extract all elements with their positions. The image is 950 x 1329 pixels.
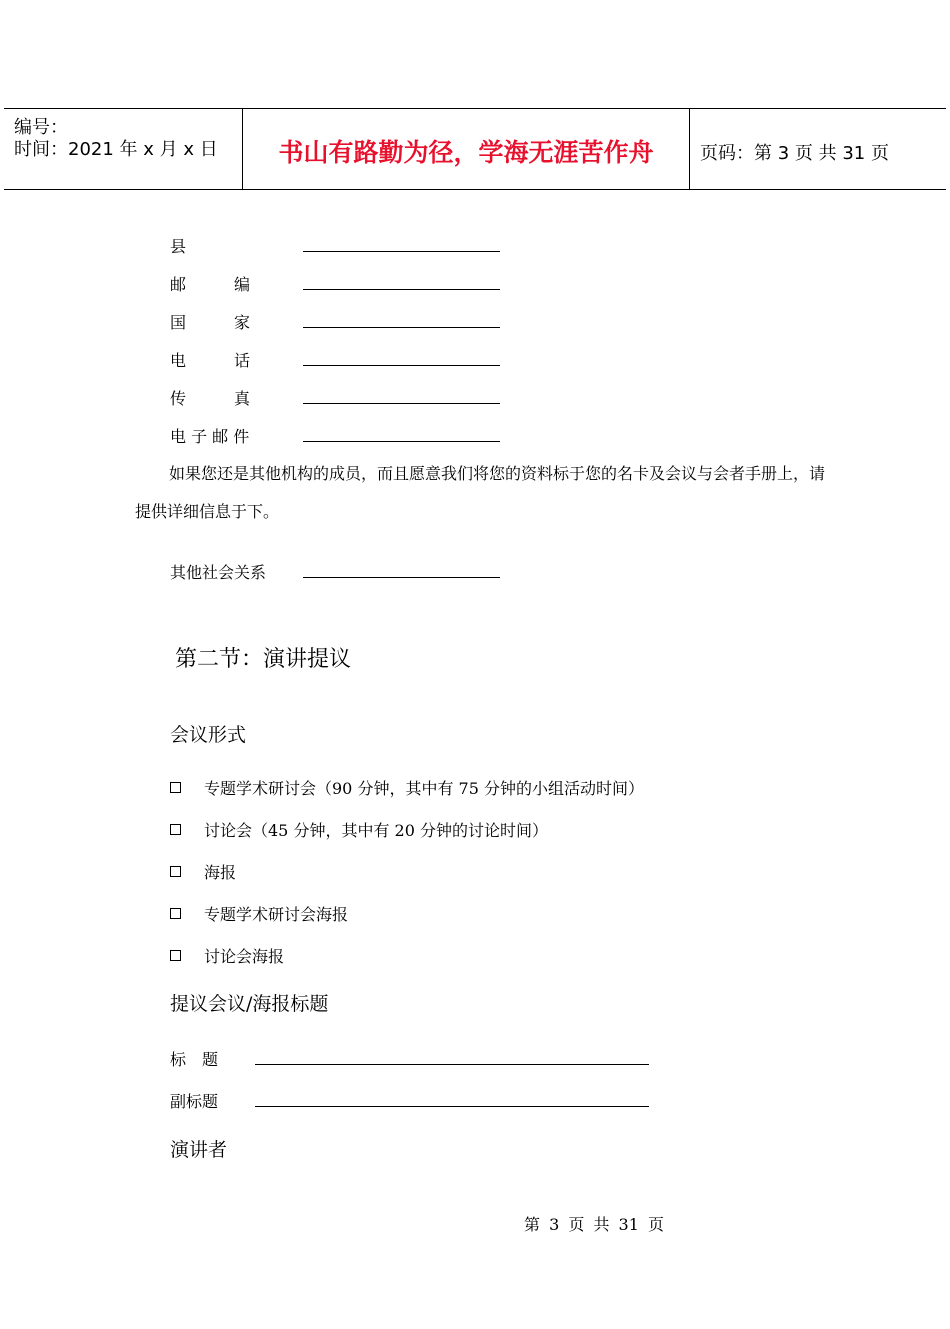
checkbox-icon[interactable]	[170, 782, 181, 793]
document-number-label: 编号：	[14, 117, 68, 138]
header-right-cell	[690, 109, 946, 189]
speaker-heading: 演讲者	[170, 1139, 228, 1161]
format-option-label: 专题学术研讨会海报	[204, 905, 349, 924]
form-label-fax: 传 真	[170, 389, 251, 408]
form-label-postcode: 邮 编	[170, 275, 251, 294]
form-line-email[interactable]	[303, 441, 500, 442]
form-row-email	[170, 424, 510, 448]
form-line-phone[interactable]	[303, 365, 500, 366]
form-label-country: 国 家	[170, 313, 251, 332]
format-option-label: 海报	[204, 863, 237, 882]
document-time-label: 时间：2021 年 x 月 x 日	[14, 139, 218, 160]
format-heading: 会议形式	[170, 724, 247, 746]
checkbox-icon[interactable]	[170, 950, 181, 961]
header-page-info: 页码：第 3 页 共 31 页	[700, 143, 889, 164]
form-row-title	[170, 1047, 660, 1071]
form-row-subtitle	[170, 1089, 660, 1113]
membership-paragraph	[135, 455, 835, 531]
header-middle-cell	[243, 109, 690, 189]
form-label-phone: 电 话	[170, 351, 251, 370]
form-row-postcode	[170, 272, 510, 296]
form-label-subtitle: 副标题	[170, 1092, 219, 1111]
form-line-county[interactable]	[303, 251, 500, 252]
section-title: 第二节：演讲提议	[175, 647, 352, 672]
header-left-cell	[4, 109, 243, 189]
format-option-label: 讨论会（45 分钟，其中有 20 分钟的讨论时间）	[204, 821, 548, 840]
header-motto: 书山有路勤为径，学海无涯苦作舟	[278, 138, 654, 167]
checkbox-icon[interactable]	[170, 866, 181, 877]
form-label-title: 标 题	[170, 1050, 219, 1069]
form-line-other-relation[interactable]	[303, 577, 500, 578]
membership-paragraph-text: 如果您还是其他机构的成员，而且愿意我们将您的资料标于您的名卡及会议与会者手册上，请提供详细信息于下。	[135, 464, 826, 521]
form-row-fax	[170, 386, 510, 410]
page-header	[4, 108, 946, 190]
form-line-country[interactable]	[303, 327, 500, 328]
form-line-title[interactable]	[255, 1064, 649, 1065]
form-line-fax[interactable]	[303, 403, 500, 404]
form-line-subtitle[interactable]	[255, 1106, 649, 1107]
form-row-county	[170, 234, 510, 258]
form-row-country	[170, 310, 510, 334]
form-label-email: 电 子 邮 件	[170, 427, 250, 446]
form-row-other-relation	[170, 560, 510, 584]
page-footer: 第 3 页 共 31 页	[524, 1215, 664, 1234]
form-label-county: 县	[170, 237, 187, 256]
form-label-other-relation: 其他社会关系	[170, 563, 267, 582]
format-option-label: 专题学术研讨会（90 分钟，其中有 75 分钟的小组活动时间）	[204, 779, 644, 798]
format-option-label: 讨论会海报	[204, 947, 285, 966]
title-heading: 提议会议/海报标题	[170, 993, 329, 1015]
checkbox-icon[interactable]	[170, 824, 181, 835]
form-row-phone	[170, 348, 510, 372]
checkbox-icon[interactable]	[170, 908, 181, 919]
form-line-postcode[interactable]	[303, 289, 500, 290]
